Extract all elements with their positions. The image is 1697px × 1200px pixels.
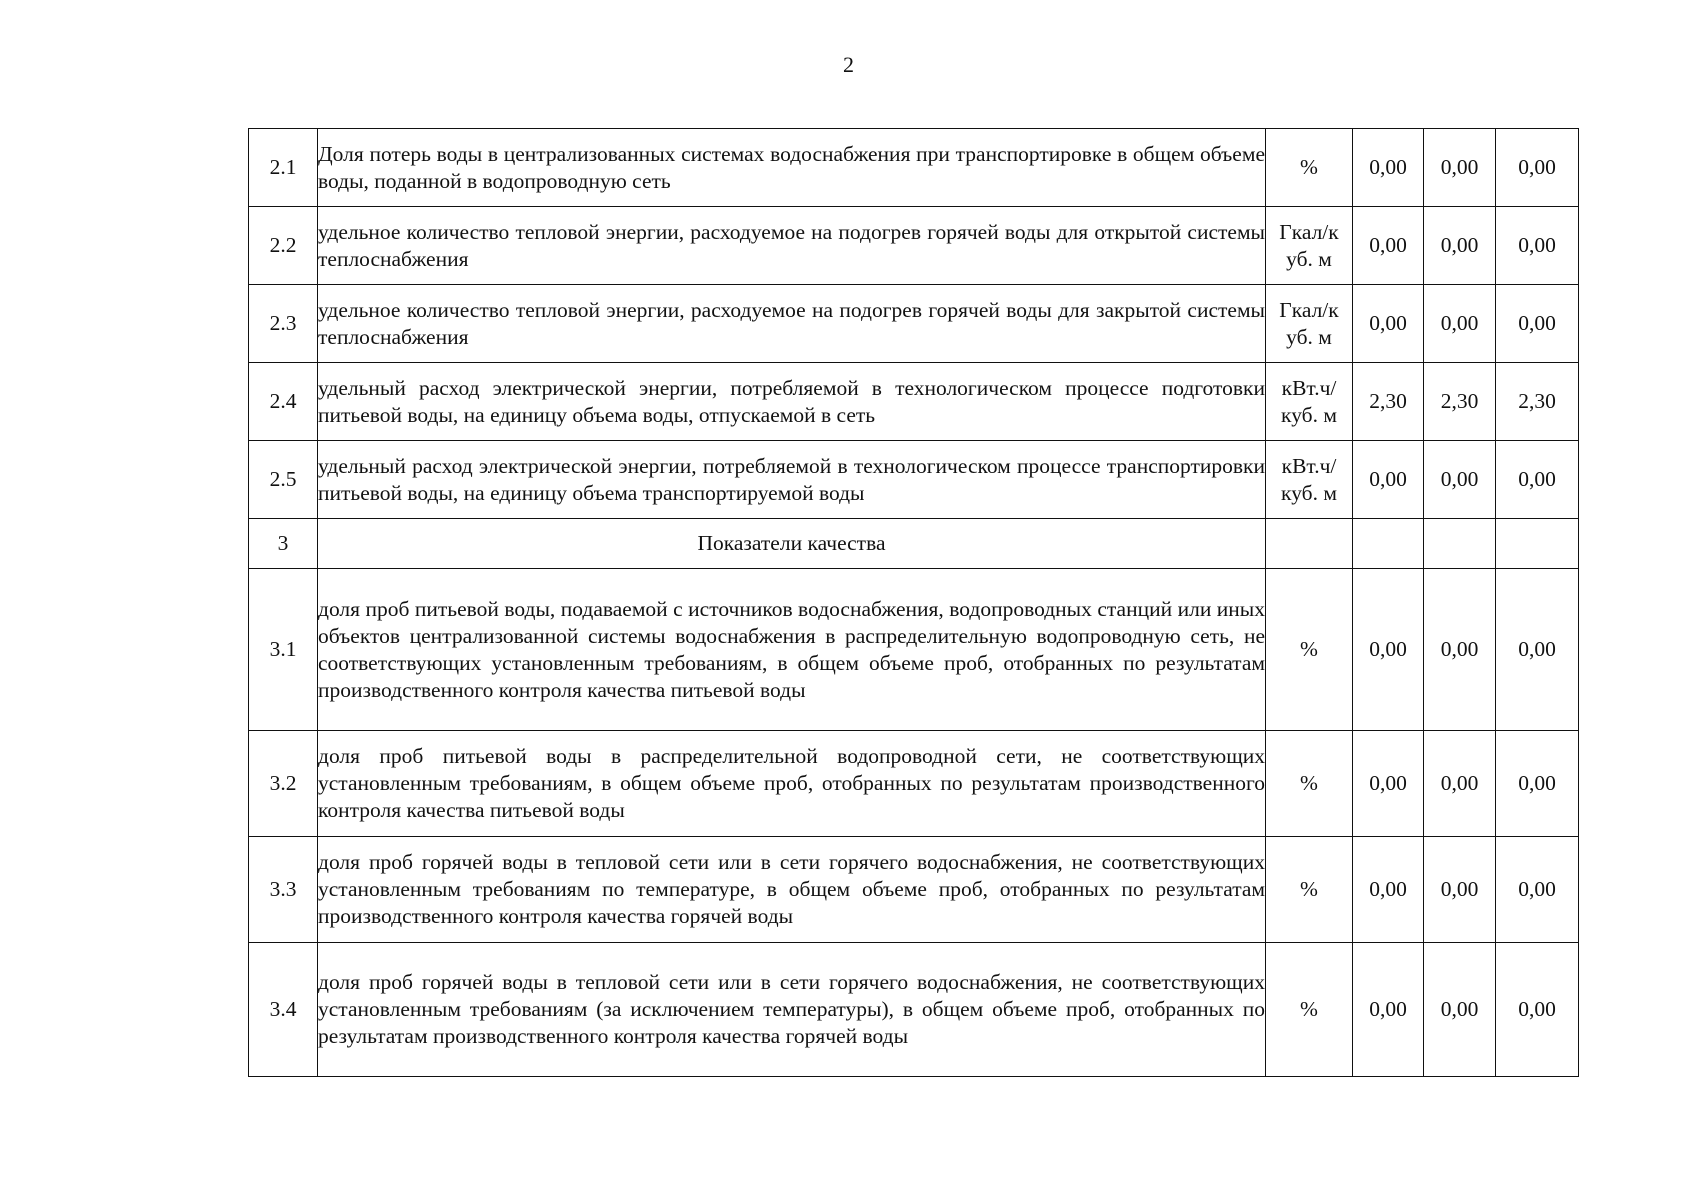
table-row bbox=[249, 943, 1579, 1077]
row-value-2: 0,00 bbox=[1424, 441, 1496, 519]
section-title: Показатели качества bbox=[318, 519, 1266, 569]
row-unit: % bbox=[1266, 731, 1353, 837]
row-number: 3.2 bbox=[249, 731, 318, 837]
row-value-1: 0,00 bbox=[1353, 441, 1424, 519]
table-row bbox=[249, 441, 1579, 519]
row-number: 2.2 bbox=[249, 207, 318, 285]
row-value-3: 0,00 bbox=[1496, 943, 1579, 1077]
row-number: 2.4 bbox=[249, 363, 318, 441]
row-value-2: 0,00 bbox=[1424, 837, 1496, 943]
row-number: 2.5 bbox=[249, 441, 318, 519]
row-value-3: 0,00 bbox=[1496, 731, 1579, 837]
table-row bbox=[249, 731, 1579, 837]
row-unit: % bbox=[1266, 569, 1353, 731]
row-value-1: 0,00 bbox=[1353, 943, 1424, 1077]
row-description: доля проб питьевой воды в распределительной водопроводной сети, не соответствующих установленным требованиям, в общем объеме проб, отобранных по результатам производственного контроля качества питьевой воды bbox=[318, 731, 1266, 837]
row-description: удельный расход электрической энергии, потребляемой в технологическом процессе подготовки питьевой воды, на единицу объема воды, отпускаемой в сеть bbox=[318, 363, 1266, 441]
row-value-3: 0,00 bbox=[1496, 441, 1579, 519]
row-value-3 bbox=[1496, 519, 1579, 569]
row-description: доля проб горячей воды в тепловой сети или в сети горячего водоснабжения, не соответствующих установленным требованиям (за исключением температуры), в общем объеме проб, отобранных по результатам производственного контроля качества горячей воды bbox=[318, 943, 1266, 1077]
row-value-2: 2,30 bbox=[1424, 363, 1496, 441]
row-unit bbox=[1266, 519, 1353, 569]
row-unit: кВт.ч/ куб. м bbox=[1266, 363, 1353, 441]
row-value-2: 0,00 bbox=[1424, 129, 1496, 207]
row-value-2: 0,00 bbox=[1424, 569, 1496, 731]
row-number: 3.3 bbox=[249, 837, 318, 943]
row-description: удельное количество тепловой энергии, расходуемое на подогрев горячей воды для закрытой системы теплоснабжения bbox=[318, 285, 1266, 363]
row-value-3: 0,00 bbox=[1496, 569, 1579, 731]
row-description: удельное количество тепловой энергии, расходуемое на подогрев горячей воды для открытой системы теплоснабжения bbox=[318, 207, 1266, 285]
row-description: доля проб питьевой воды, подаваемой с источников водоснабжения, водопроводных станций или иных объектов централизованной системы водоснабжения в распределительную водопроводную сеть, не соответствующих установленным требованиям, в общем объеме проб, отобранных по результатам производственного контроля качества питьевой воды bbox=[318, 569, 1266, 731]
row-description: удельный расход электрической энергии, потребляемой в технологическом процессе транспортировки питьевой воды, на единицу объема транспортируемой воды bbox=[318, 441, 1266, 519]
row-value-2: 0,00 bbox=[1424, 285, 1496, 363]
row-number: 3.1 bbox=[249, 569, 318, 731]
row-unit: % bbox=[1266, 837, 1353, 943]
table-row bbox=[249, 363, 1579, 441]
row-number: 3.4 bbox=[249, 943, 318, 1077]
row-unit: Гкал/к уб. м bbox=[1266, 207, 1353, 285]
table-row bbox=[249, 207, 1579, 285]
row-value-1: 0,00 bbox=[1353, 285, 1424, 363]
row-value-3: 0,00 bbox=[1496, 129, 1579, 207]
row-value-1: 0,00 bbox=[1353, 129, 1424, 207]
row-unit: кВт.ч/ куб. м bbox=[1266, 441, 1353, 519]
table-row bbox=[249, 285, 1579, 363]
row-unit: % bbox=[1266, 943, 1353, 1077]
indicators-table bbox=[248, 128, 1579, 1077]
row-unit: % bbox=[1266, 129, 1353, 207]
section-row bbox=[249, 519, 1579, 569]
table-row bbox=[249, 569, 1579, 731]
row-value-2: 0,00 bbox=[1424, 207, 1496, 285]
row-value-2: 0,00 bbox=[1424, 731, 1496, 837]
row-value-1: 0,00 bbox=[1353, 731, 1424, 837]
row-value-1: 0,00 bbox=[1353, 207, 1424, 285]
row-value-3: 0,00 bbox=[1496, 837, 1579, 943]
row-description: доля проб горячей воды в тепловой сети или в сети горячего водоснабжения, не соответствующих установленным требованиям по температуре, в общем объеме проб, отобранных по результатам производственного контроля качества горячей воды bbox=[318, 837, 1266, 943]
row-number: 2.3 bbox=[249, 285, 318, 363]
row-description: Доля потерь воды в централизованных системах водоснабжения при транспортировке в общем объеме воды, поданной в водопроводную сеть bbox=[318, 129, 1266, 207]
page-number: 2 bbox=[843, 52, 854, 77]
table-row bbox=[249, 837, 1579, 943]
section-number: 3 bbox=[249, 519, 318, 569]
row-value-1: 0,00 bbox=[1353, 837, 1424, 943]
row-value-2 bbox=[1424, 519, 1496, 569]
row-value-3: 0,00 bbox=[1496, 285, 1579, 363]
row-value-2: 0,00 bbox=[1424, 943, 1496, 1077]
row-value-3: 2,30 bbox=[1496, 363, 1579, 441]
row-unit: Гкал/к уб. м bbox=[1266, 285, 1353, 363]
table-row bbox=[249, 129, 1579, 207]
row-value-1: 0,00 bbox=[1353, 569, 1424, 731]
row-value-1: 2,30 bbox=[1353, 363, 1424, 441]
row-value-3: 0,00 bbox=[1496, 207, 1579, 285]
row-value-1 bbox=[1353, 519, 1424, 569]
row-number: 2.1 bbox=[249, 129, 318, 207]
